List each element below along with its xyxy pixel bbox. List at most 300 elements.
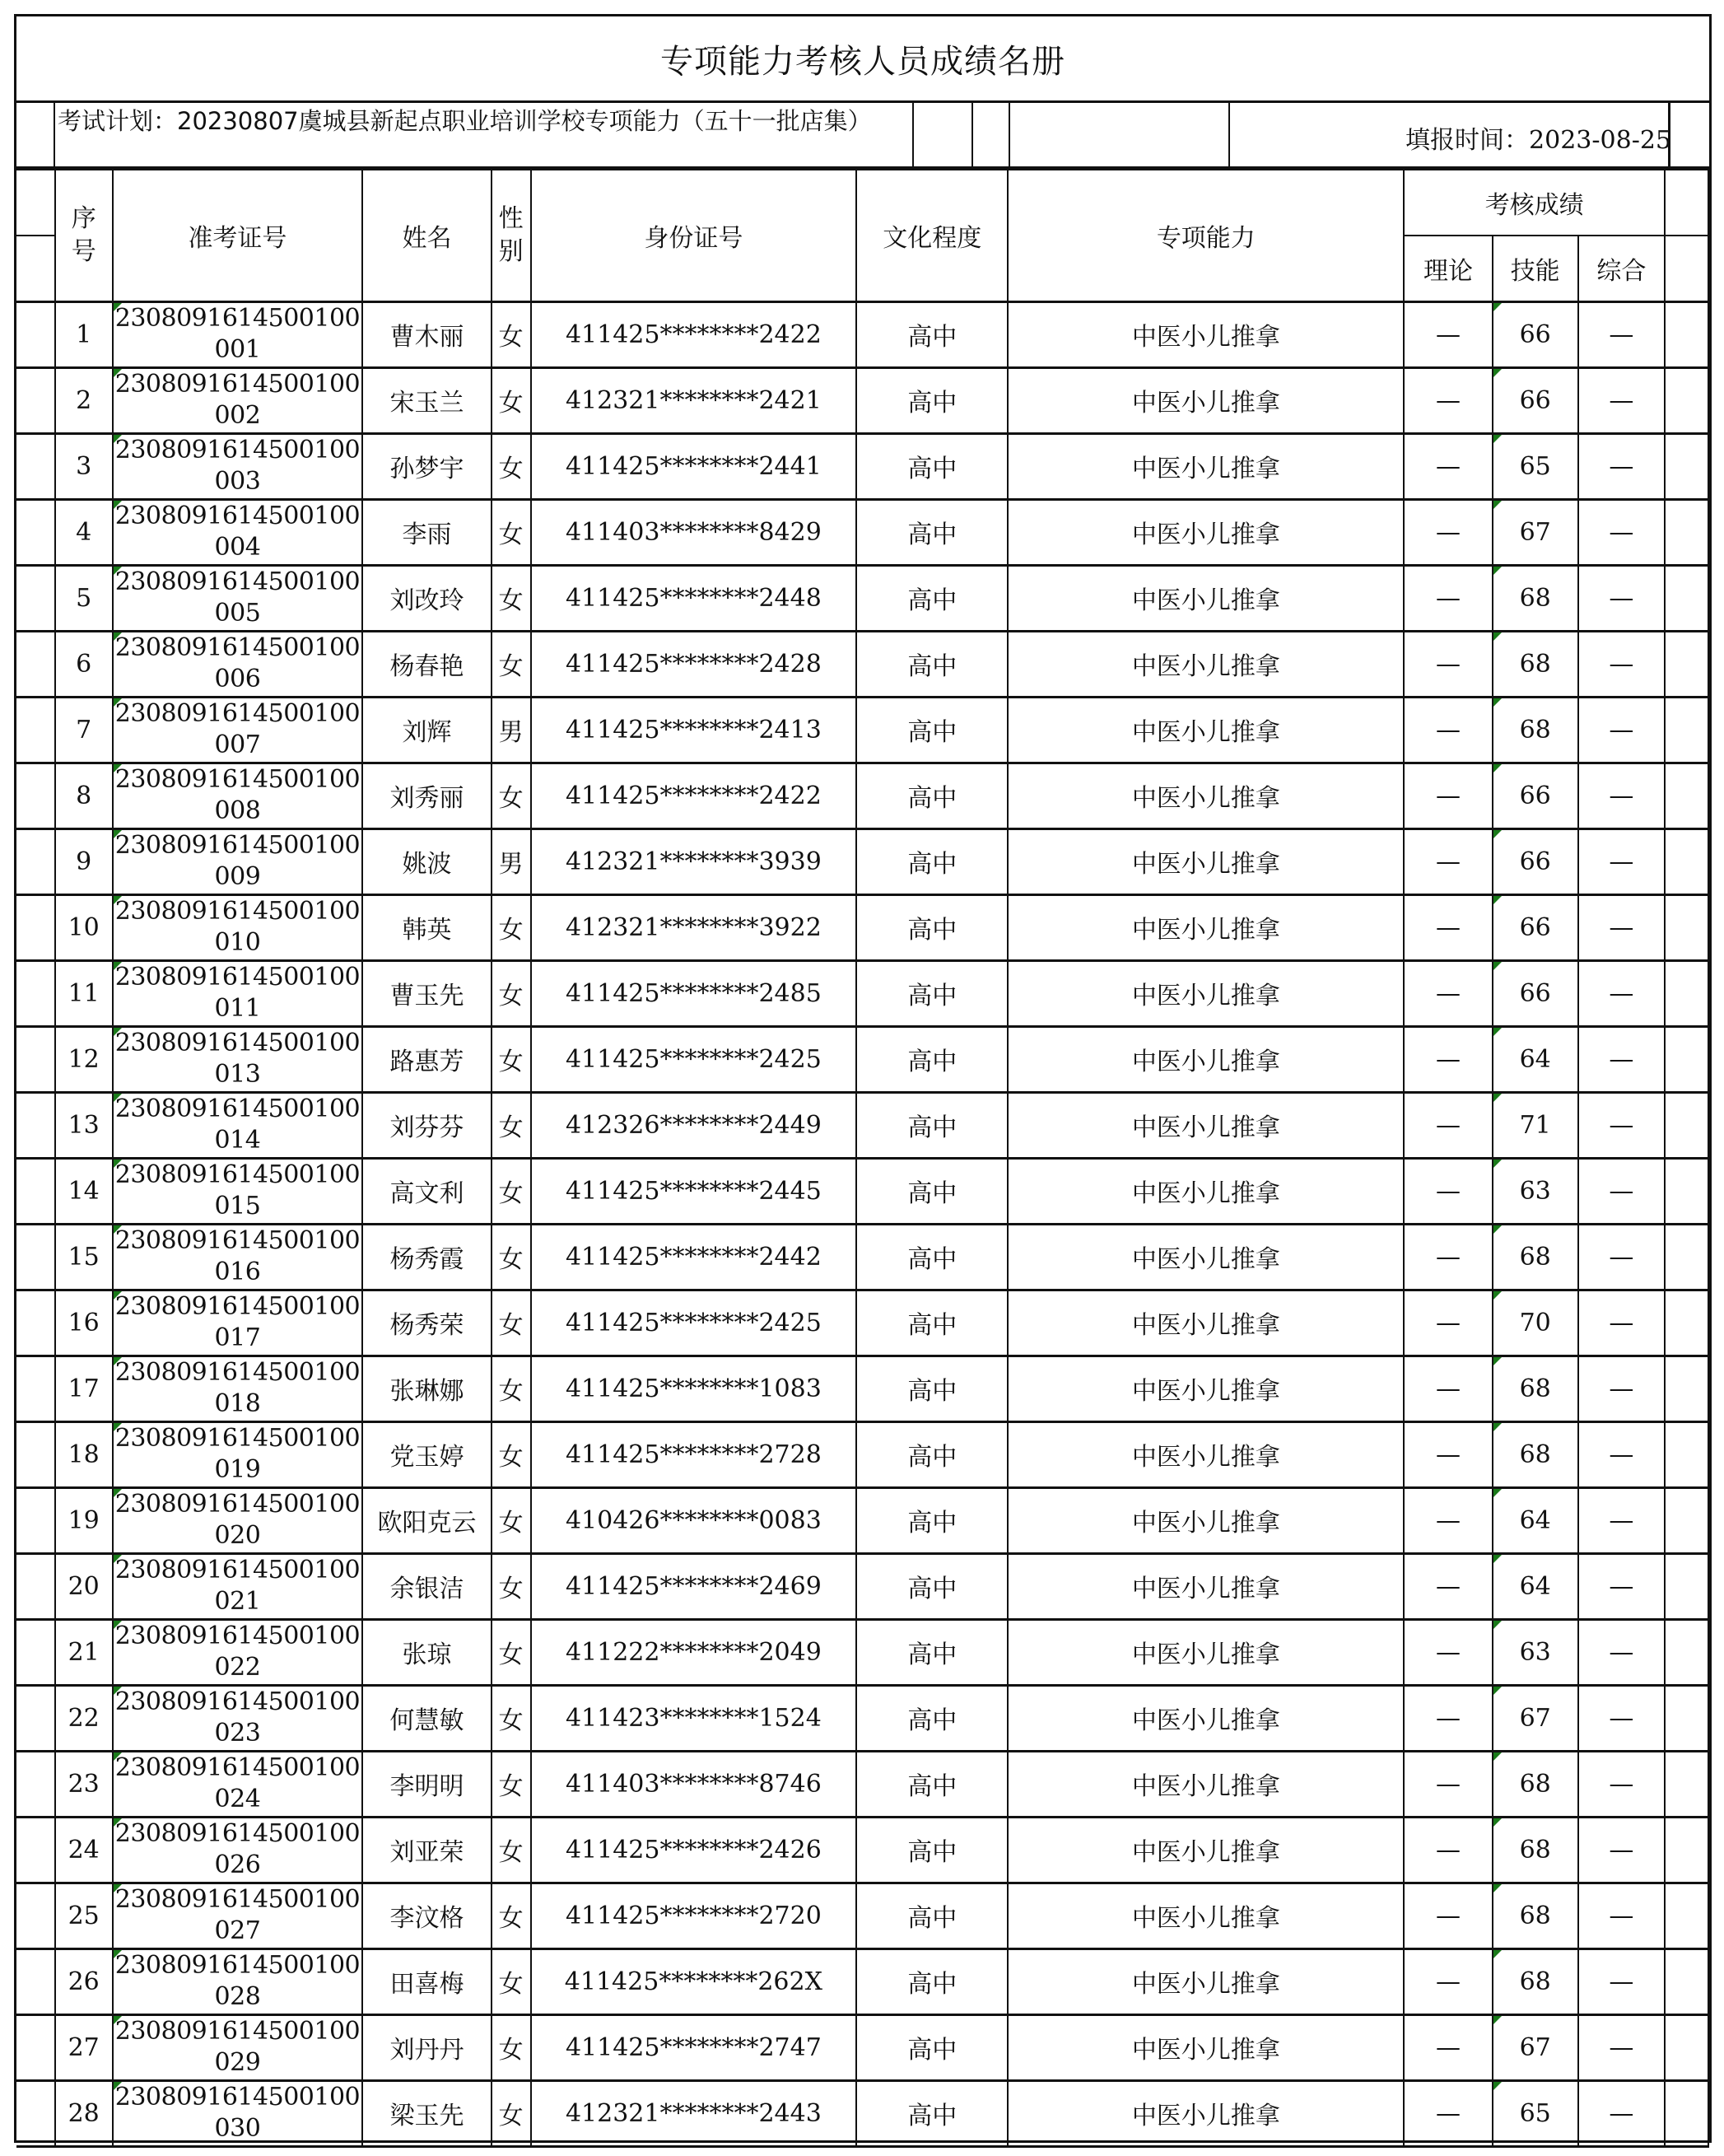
- cell-skill-text: 中医小儿推拿: [1131, 455, 1280, 483]
- stub-cell: [1665, 1487, 1708, 1553]
- cell-gender: [492, 1290, 531, 1356]
- cell-id-no-text: 411425********262X: [564, 1967, 822, 1996]
- cell-exam-no: [113, 1751, 363, 1817]
- cell-education: [856, 1883, 1008, 1948]
- table-row: [16, 763, 1708, 828]
- cell-name: [362, 1026, 491, 1092]
- cell-education-text: 高中: [907, 1245, 958, 1274]
- stub-cell: [16, 1817, 55, 1883]
- comment-marker-icon: [1493, 1752, 1502, 1761]
- cell-id-no-text: 411403********8429: [565, 517, 822, 547]
- cell-name-text: 姚波: [402, 850, 452, 879]
- cell-name: [362, 1948, 491, 2014]
- cell-theory: [1404, 1619, 1493, 1685]
- cell-id-no: [531, 1026, 857, 1092]
- cell-education: [856, 1158, 1008, 1224]
- cell-seq-text: 19: [68, 1505, 100, 1535]
- cell-theory: [1404, 1290, 1493, 1356]
- empty-dash: —: [1609, 451, 1634, 481]
- cell-seq: [55, 631, 113, 697]
- cell-seq-text: 4: [76, 517, 92, 547]
- cell-overall: [1578, 1421, 1666, 1487]
- empty-dash: —: [1436, 1110, 1461, 1140]
- stub-cell: [16, 1883, 55, 1948]
- cell-id-no-text: 411222********2049: [565, 1637, 822, 1667]
- cell-skill: [1008, 697, 1404, 763]
- cell-practical: [1493, 697, 1578, 763]
- cell-education: [856, 697, 1008, 763]
- cell-education: [856, 1619, 1008, 1685]
- cell-education-text: 高中: [907, 1706, 958, 1735]
- cell-practical-text: 68: [1519, 1440, 1551, 1469]
- cell-theory: [1404, 1685, 1493, 1751]
- empty-dash: —: [1609, 1505, 1634, 1535]
- cell-overall: [1578, 1948, 1666, 2014]
- cell-name: [362, 1817, 491, 1883]
- cell-skill: [1008, 1751, 1404, 1817]
- stub-cell: [16, 894, 55, 960]
- cell-overall: [1578, 1883, 1666, 1948]
- stub-cell: [16, 433, 55, 499]
- comment-marker-icon: [1493, 1884, 1502, 1892]
- cell-id-no-text: 411425********2747: [565, 2032, 822, 2062]
- cell-exam-no: [113, 1883, 363, 1948]
- cell-overall: [1578, 1158, 1666, 1224]
- cell-overall: [1578, 1553, 1666, 1619]
- cell-exam-no-text: 2308091614500100006: [114, 633, 361, 693]
- cell-practical: [1493, 2080, 1578, 2146]
- cell-skill: [1008, 1356, 1404, 1421]
- cell-id-no-text: 411423********1524: [565, 1703, 822, 1733]
- empty-dash: —: [1609, 583, 1634, 613]
- table-row: [16, 828, 1708, 894]
- cell-name-text: 田喜梅: [389, 1970, 464, 1999]
- empty-dash: —: [1436, 1835, 1461, 1864]
- cell-id-no: [531, 697, 857, 763]
- cell-exam-no: [113, 631, 363, 697]
- cell-overall: [1578, 2014, 1666, 2080]
- cell-name: [362, 1158, 491, 1224]
- cell-gender: [492, 1487, 531, 1553]
- cell-skill: [1008, 1290, 1404, 1356]
- cell-exam-no: [113, 1487, 363, 1553]
- empty-dash: —: [1609, 1044, 1634, 1074]
- cell-exam-no-text: 2308091614500100015: [114, 1160, 361, 1220]
- cell-skill-text: 中医小儿推拿: [1131, 1179, 1280, 1208]
- table-row: [16, 1619, 1708, 1685]
- cell-seq: [55, 1948, 113, 2014]
- cell-gender-text: 女: [498, 2036, 524, 2065]
- cell-seq-text: 18: [68, 1440, 100, 1469]
- cell-practical-text: 66: [1519, 978, 1551, 1008]
- cell-exam-no-text: 2308091614500100005: [114, 567, 361, 628]
- cell-gender-text: 女: [498, 1772, 524, 1801]
- cell-id-no-text: 410426********0083: [565, 1505, 822, 1535]
- stub-cell: [16, 236, 55, 301]
- cell-name-text: 何慧敏: [389, 1706, 464, 1735]
- stub-cell: [16, 1619, 55, 1685]
- cell-practical: [1493, 1158, 1578, 1224]
- cell-name: [362, 1290, 491, 1356]
- comment-marker-icon: [1493, 896, 1502, 904]
- cell-education-text: 高中: [907, 1113, 958, 1142]
- cell-exam-no-text: 2308091614500100019: [114, 1424, 361, 1484]
- cell-theory: [1404, 1751, 1493, 1817]
- cell-skill: [1008, 1092, 1404, 1158]
- cell-exam-no: [113, 1224, 363, 1290]
- cell-education: [856, 2080, 1008, 2146]
- cell-id-no: [531, 367, 857, 433]
- table-row: [16, 1817, 1708, 1883]
- cell-theory: [1404, 631, 1493, 697]
- cell-id-no-text: 411425********2445: [565, 1176, 822, 1206]
- cell-seq-text: 27: [68, 2032, 100, 2062]
- cell-practical-text: 66: [1519, 847, 1551, 876]
- cell-practical-text: 66: [1519, 385, 1551, 415]
- cell-gender: [492, 763, 531, 828]
- cell-name-text: 曹木丽: [389, 323, 464, 352]
- cell-theory: [1404, 1092, 1493, 1158]
- cell-exam-no: [113, 697, 363, 763]
- cell-skill: [1008, 1487, 1404, 1553]
- stub-cell: [1665, 828, 1708, 894]
- stub-cell: [16, 499, 55, 565]
- comment-marker-icon: [1493, 764, 1502, 772]
- cell-seq: [55, 1751, 113, 1817]
- cell-id-no: [531, 828, 857, 894]
- cell-theory: [1404, 1026, 1493, 1092]
- empty-dash: —: [1609, 1769, 1634, 1799]
- empty-dash: —: [1436, 781, 1461, 810]
- table-row: [16, 2014, 1708, 2080]
- empty-dash: —: [1436, 847, 1461, 876]
- empty-dash: —: [1436, 2098, 1461, 2128]
- comment-marker-icon: [114, 2082, 122, 2090]
- cell-overall: [1578, 367, 1666, 433]
- cell-seq-text: 14: [68, 1176, 100, 1206]
- divider: [1009, 103, 1010, 166]
- comment-marker-icon: [114, 1687, 122, 1695]
- table-row: [16, 1487, 1708, 1553]
- comment-marker-icon: [1493, 501, 1502, 509]
- cell-skill-text: 中医小儿推拿: [1131, 586, 1280, 615]
- cell-name: [362, 1685, 491, 1751]
- cell-education: [856, 1092, 1008, 1158]
- score-roster-sheet: [14, 14, 1712, 2143]
- cell-exam-no-text: 2308091614500100023: [114, 1687, 361, 1748]
- header-overall: 综合: [1578, 236, 1666, 301]
- cell-skill: [1008, 2014, 1404, 2080]
- stub-cell: [16, 763, 55, 828]
- empty-dash: —: [1436, 1967, 1461, 1996]
- cell-skill: [1008, 894, 1404, 960]
- table-row: [16, 2080, 1708, 2146]
- cell-id-no-text: 412321********2443: [565, 2098, 822, 2128]
- cell-education-text: 高中: [907, 2036, 958, 2065]
- cell-seq-text: 5: [76, 583, 92, 613]
- stub-cell: [1665, 1158, 1708, 1224]
- cell-gender: [492, 2014, 531, 2080]
- cell-theory: [1404, 828, 1493, 894]
- cell-overall: [1578, 631, 1666, 697]
- stub-cell: [16, 2014, 55, 2080]
- comment-marker-icon: [114, 1160, 122, 1168]
- stub-cell: [1665, 1224, 1708, 1290]
- cell-gender-text: 女: [498, 1443, 524, 1472]
- empty-dash: —: [1436, 1176, 1461, 1206]
- cell-skill: [1008, 1224, 1404, 1290]
- cell-practical-text: 68: [1519, 1901, 1551, 1930]
- cell-skill-text: 中医小儿推拿: [1131, 916, 1280, 945]
- comment-marker-icon: [114, 1752, 122, 1761]
- comment-marker-icon: [1493, 632, 1502, 641]
- cell-seq-text: 20: [68, 1571, 100, 1601]
- cell-gender: [492, 828, 531, 894]
- stub-cell: [1665, 2014, 1708, 2080]
- cell-skill-text: 中医小儿推拿: [1131, 1970, 1280, 1999]
- cell-name-text: 李明明: [389, 1772, 464, 1801]
- cell-gender: [492, 1026, 531, 1092]
- cell-skill-text: 中医小儿推拿: [1131, 850, 1280, 879]
- cell-seq-text: 28: [68, 2098, 100, 2128]
- cell-education-text: 高中: [907, 1509, 958, 1538]
- cell-id-no: [531, 960, 857, 1026]
- comment-marker-icon: [114, 1950, 122, 1958]
- stub-cell: [1665, 960, 1708, 1026]
- divider: [971, 103, 973, 166]
- cell-practical: [1493, 301, 1578, 367]
- comment-marker-icon: [1493, 1028, 1502, 1036]
- divider: [1228, 103, 1230, 166]
- cell-skill-text: 中医小儿推拿: [1131, 2102, 1280, 2130]
- cell-seq-text: 9: [76, 847, 92, 876]
- stub-cell: [1665, 1685, 1708, 1751]
- cell-exam-no: [113, 1356, 363, 1421]
- cell-practical: [1493, 499, 1578, 565]
- cell-seq-text: 13: [68, 1110, 100, 1140]
- cell-gender: [492, 1751, 531, 1817]
- cell-id-no-text: 411425********2469: [565, 1571, 822, 1601]
- cell-gender-text: 女: [498, 389, 524, 418]
- comment-marker-icon: [114, 830, 122, 838]
- empty-dash: —: [1436, 649, 1461, 679]
- cell-exam-no: [113, 1092, 363, 1158]
- cell-theory: [1404, 1948, 1493, 2014]
- cell-skill-text: 中医小儿推拿: [1131, 1311, 1280, 1340]
- cell-overall: [1578, 499, 1666, 565]
- stub-cell: [16, 1487, 55, 1553]
- cell-seq: [55, 1290, 113, 1356]
- cell-seq: [55, 960, 113, 1026]
- comment-marker-icon: [1493, 1291, 1502, 1300]
- cell-seq: [55, 1817, 113, 1883]
- cell-theory: [1404, 1553, 1493, 1619]
- cell-seq: [55, 2080, 113, 2146]
- empty-dash: —: [1609, 1637, 1634, 1667]
- cell-education-text: 高中: [907, 916, 958, 945]
- cell-theory: [1404, 1158, 1493, 1224]
- stub-cell: [1665, 301, 1708, 367]
- cell-gender-text: 女: [498, 652, 524, 681]
- cell-practical: [1493, 894, 1578, 960]
- cell-practical-text: 68: [1519, 1242, 1551, 1272]
- stub-cell: [1665, 2080, 1708, 2146]
- cell-name: [362, 367, 491, 433]
- cell-skill-text: 中医小儿推拿: [1131, 652, 1280, 681]
- cell-exam-no: [113, 367, 363, 433]
- stub-cell: [1665, 1092, 1708, 1158]
- cell-name: [362, 1751, 491, 1817]
- cell-id-no-text: 412321********2421: [565, 385, 822, 415]
- cell-exam-no: [113, 1619, 363, 1685]
- cell-exam-no-text: 2308091614500100002: [114, 370, 361, 430]
- cell-overall: [1578, 1487, 1666, 1553]
- header-id-no: 身份证号: [531, 170, 857, 301]
- cell-skill-text: 中医小儿推拿: [1131, 718, 1280, 747]
- cell-skill-text: 中医小儿推拿: [1131, 389, 1280, 418]
- cell-practical: [1493, 1224, 1578, 1290]
- cell-seq: [55, 1685, 113, 1751]
- cell-exam-no: [113, 894, 363, 960]
- cell-education-text: 高中: [907, 323, 958, 352]
- cell-name-text: 路惠芳: [389, 1048, 464, 1076]
- cell-id-no-text: 411425********2485: [565, 978, 822, 1008]
- cell-skill: [1008, 1158, 1404, 1224]
- cell-id-no: [531, 2080, 857, 2146]
- cell-education: [856, 301, 1008, 367]
- cell-education-text: 高中: [907, 1838, 958, 1867]
- cell-gender: [492, 301, 531, 367]
- cell-education: [856, 1290, 1008, 1356]
- cell-gender: [492, 1421, 531, 1487]
- cell-education: [856, 1553, 1008, 1619]
- cell-id-no-text: 411403********8746: [565, 1769, 822, 1799]
- cell-practical: [1493, 1290, 1578, 1356]
- cell-overall: [1578, 1751, 1666, 1817]
- cell-name-text: 刘丹丹: [389, 2036, 464, 2065]
- empty-dash: —: [1609, 2098, 1634, 2128]
- cell-exam-no: [113, 1421, 363, 1487]
- cell-gender: [492, 367, 531, 433]
- cell-exam-no: [113, 1290, 363, 1356]
- table-row: [16, 1290, 1708, 1356]
- comment-marker-icon: [1493, 830, 1502, 838]
- cell-education: [856, 2014, 1008, 2080]
- comment-marker-icon: [1493, 2016, 1502, 2024]
- cell-overall: [1578, 828, 1666, 894]
- cell-name: [362, 433, 491, 499]
- cell-name-text: 张琳娜: [389, 1377, 464, 1406]
- cell-skill: [1008, 1883, 1404, 1948]
- cell-seq-text: 2: [76, 385, 92, 415]
- cell-gender-text: 女: [498, 520, 524, 549]
- empty-dash: —: [1436, 912, 1461, 942]
- cell-theory: [1404, 2014, 1493, 2080]
- cell-overall: [1578, 433, 1666, 499]
- comment-marker-icon: [114, 2016, 122, 2024]
- cell-seq: [55, 1883, 113, 1948]
- empty-dash: —: [1436, 1242, 1461, 1272]
- cell-gender-text: 男: [498, 718, 524, 747]
- cell-gender-text: 女: [498, 1377, 524, 1406]
- cell-skill-text: 中医小儿推拿: [1131, 1904, 1280, 1933]
- cell-overall: [1578, 894, 1666, 960]
- cell-skill: [1008, 1619, 1404, 1685]
- cell-seq-text: 26: [68, 1967, 100, 1996]
- cell-id-no: [531, 1685, 857, 1751]
- cell-exam-no-text: 2308091614500100022: [114, 1622, 361, 1682]
- empty-dash: —: [1609, 320, 1634, 349]
- cell-skill-text: 中医小儿推拿: [1131, 1706, 1280, 1735]
- comment-marker-icon: [114, 1555, 122, 1563]
- cell-skill-text: 中医小儿推拿: [1131, 1048, 1280, 1076]
- comment-marker-icon: [114, 962, 122, 970]
- cell-skill: [1008, 631, 1404, 697]
- cell-gender: [492, 631, 531, 697]
- cell-seq-text: 8: [76, 781, 92, 810]
- stub-cell: [16, 1224, 55, 1290]
- cell-education: [856, 828, 1008, 894]
- cell-practical: [1493, 433, 1578, 499]
- cell-exam-no: [113, 2080, 363, 2146]
- cell-practical: [1493, 763, 1578, 828]
- stub-cell: [16, 697, 55, 763]
- cell-id-no-text: 412321********3939: [565, 847, 822, 876]
- cell-overall: [1578, 2080, 1666, 2146]
- cell-practical-text: 67: [1519, 517, 1551, 547]
- cell-gender: [492, 499, 531, 565]
- comment-marker-icon: [114, 1357, 122, 1365]
- comment-marker-icon: [114, 1884, 122, 1892]
- cell-practical-text: 65: [1519, 2098, 1551, 2128]
- cell-id-no: [531, 1817, 857, 1883]
- cell-exam-no: [113, 565, 363, 631]
- fill-time-label: 填报时间：: [1405, 126, 1530, 155]
- stub-cell: [1665, 631, 1708, 697]
- cell-gender-text: 女: [498, 1640, 524, 1669]
- cell-name-text: 杨秀荣: [389, 1311, 464, 1340]
- comment-marker-icon: [1493, 962, 1502, 970]
- cell-exam-no-text: 2308091614500100029: [114, 2017, 361, 2077]
- cell-practical-text: 68: [1519, 715, 1551, 744]
- stub-cell: [1665, 1421, 1708, 1487]
- header-theory: 理论: [1404, 236, 1493, 301]
- stub-cell: [16, 1092, 55, 1158]
- stub-cell: [16, 1553, 55, 1619]
- empty-dash: —: [1436, 385, 1461, 415]
- cell-name-text: 高文利: [389, 1179, 464, 1208]
- cell-skill: [1008, 1026, 1404, 1092]
- cell-practical-text: 65: [1519, 451, 1551, 481]
- stub-cell: [1665, 1817, 1708, 1883]
- cell-id-no-text: 411425********2422: [565, 320, 822, 349]
- empty-dash: —: [1436, 1505, 1461, 1535]
- cell-practical-text: 64: [1519, 1044, 1551, 1074]
- cell-exam-no-text: 2308091614500100007: [114, 699, 361, 759]
- comment-marker-icon: [114, 698, 122, 707]
- table-row: [16, 1751, 1708, 1817]
- empty-dash: —: [1436, 517, 1461, 547]
- table-row: [16, 1224, 1708, 1290]
- comment-marker-icon: [114, 369, 122, 377]
- comment-marker-icon: [114, 1818, 122, 1827]
- cell-practical: [1493, 1751, 1578, 1817]
- cell-practical-text: 64: [1519, 1505, 1551, 1535]
- cell-exam-no: [113, 1026, 363, 1092]
- cell-skill: [1008, 1421, 1404, 1487]
- cell-gender: [492, 1553, 531, 1619]
- header-gender: 性别: [492, 170, 531, 301]
